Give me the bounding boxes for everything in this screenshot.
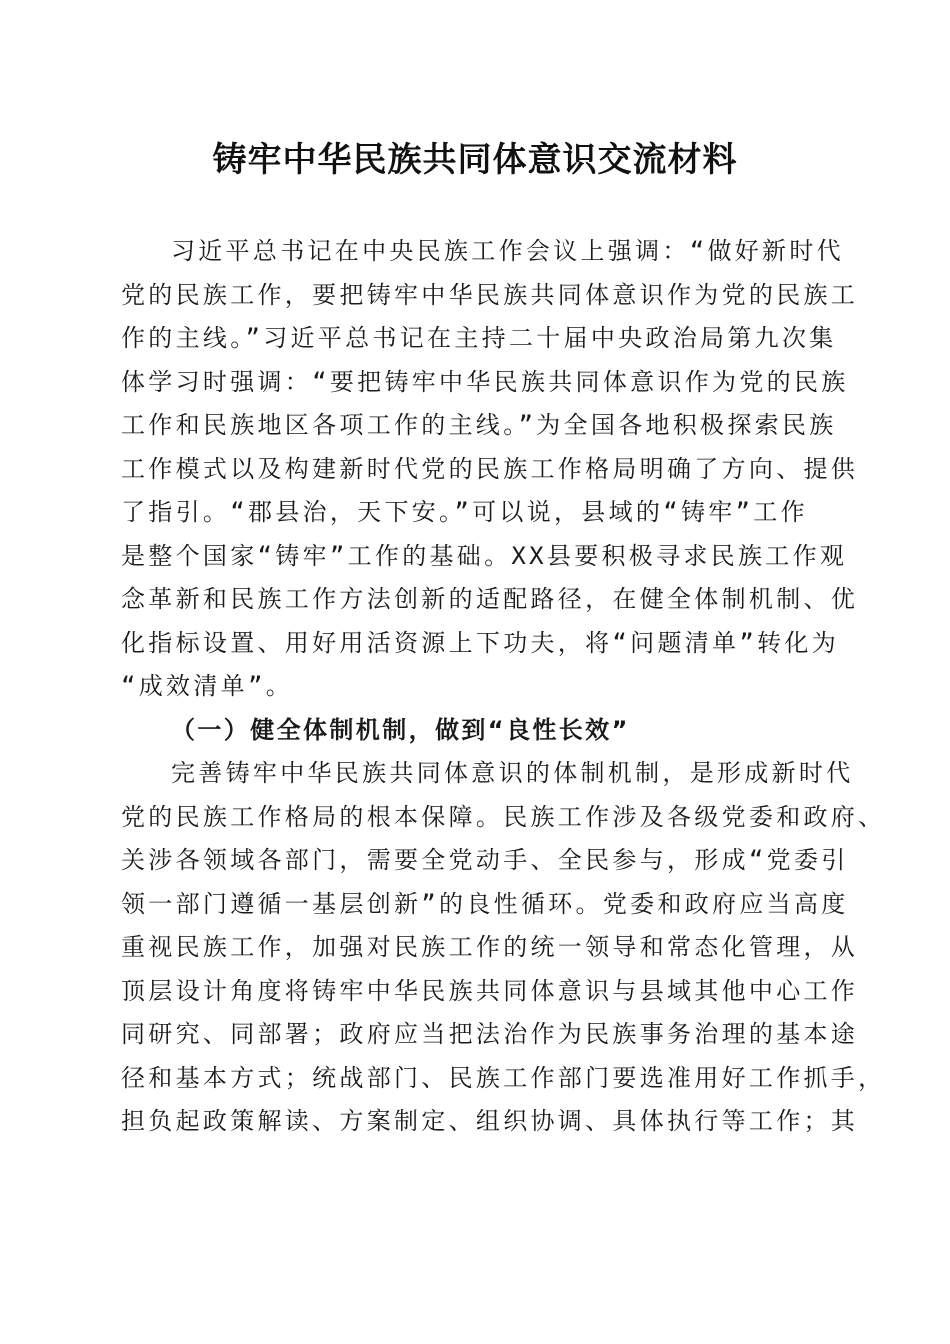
paragraph-line: 径和基本方式；统战部门、民族工作部门要选准用好工作抓手， xyxy=(121,1063,886,1092)
paragraph-line: 工作和民族地区各项工作的主线。”为全国各地积极探索民族 xyxy=(121,411,837,439)
paragraph-line: 念革新和民族工作方法创新的适配路径，在健全体制机制、优 xyxy=(121,585,859,613)
document-body xyxy=(121,230,886,1144)
section-heading: （一）健全体制机制，做到“良性长效” xyxy=(171,715,630,744)
paragraph-line: 同研究、同部署；政府应当把法治作为民族事务治理的基本途 xyxy=(121,1020,859,1048)
paragraph-line: 担负起政策解读、方案制定、组织协调、具体执行等工作；其 xyxy=(121,1107,859,1135)
paragraph-line: 化指标设置、用好用活资源上下功夫，将“问题清单”转化为 xyxy=(121,628,839,657)
paragraph-line: “成效清单”。 xyxy=(121,672,293,700)
paragraph-line: 完善铸牢中华民族共同体意识的体制机制，是形成新时代 xyxy=(171,759,854,787)
paragraph-line: 党的民族工作格局的根本保障。民族工作涉及各级党委和政府、 xyxy=(121,802,886,831)
paragraph-line: 习近平总书记在中央民族工作会议上强调：“做好新时代 xyxy=(171,237,844,265)
paragraph-line: 体学习时强调：“要把铸牢中华民族共同体意识作为党的民族 xyxy=(121,367,849,396)
paragraph-line: 工作模式以及构建新时代党的民族工作格局明确了方向、提供 xyxy=(121,454,859,483)
paragraph-line: 是整个国家“铸牢”工作的基础。XX县要积极寻求民族工作观 xyxy=(121,541,848,570)
document-title: 铸牢中华民族共同体意识交流材料 xyxy=(212,140,738,180)
paragraph-line: 领一部门遵循一基层创新”的良性循环。党委和政府应当高度 xyxy=(121,889,849,918)
paragraph-line: 顶层设计角度将铸牢中华民族共同体意识与县域其他中心工作 xyxy=(121,976,859,1005)
paragraph-line: 重视民族工作，加强对民族工作的统一领导和常态化管理，从 xyxy=(121,933,859,961)
paragraph-line: 作的主线。”习近平总书记在主持二十届中央政治局第九次集 xyxy=(121,324,837,352)
paragraph-line: 关涉各领域各部门，需要全党动手、全民参与，形成“党委引 xyxy=(121,846,849,874)
paragraph-line: 党的民族工作，要把铸牢中华民族共同体意识作为党的民族工 xyxy=(121,280,859,309)
paragraph-line: 了指引。“郡县治，天下安。”可以说，县域的“铸牢”工作 xyxy=(121,498,808,526)
